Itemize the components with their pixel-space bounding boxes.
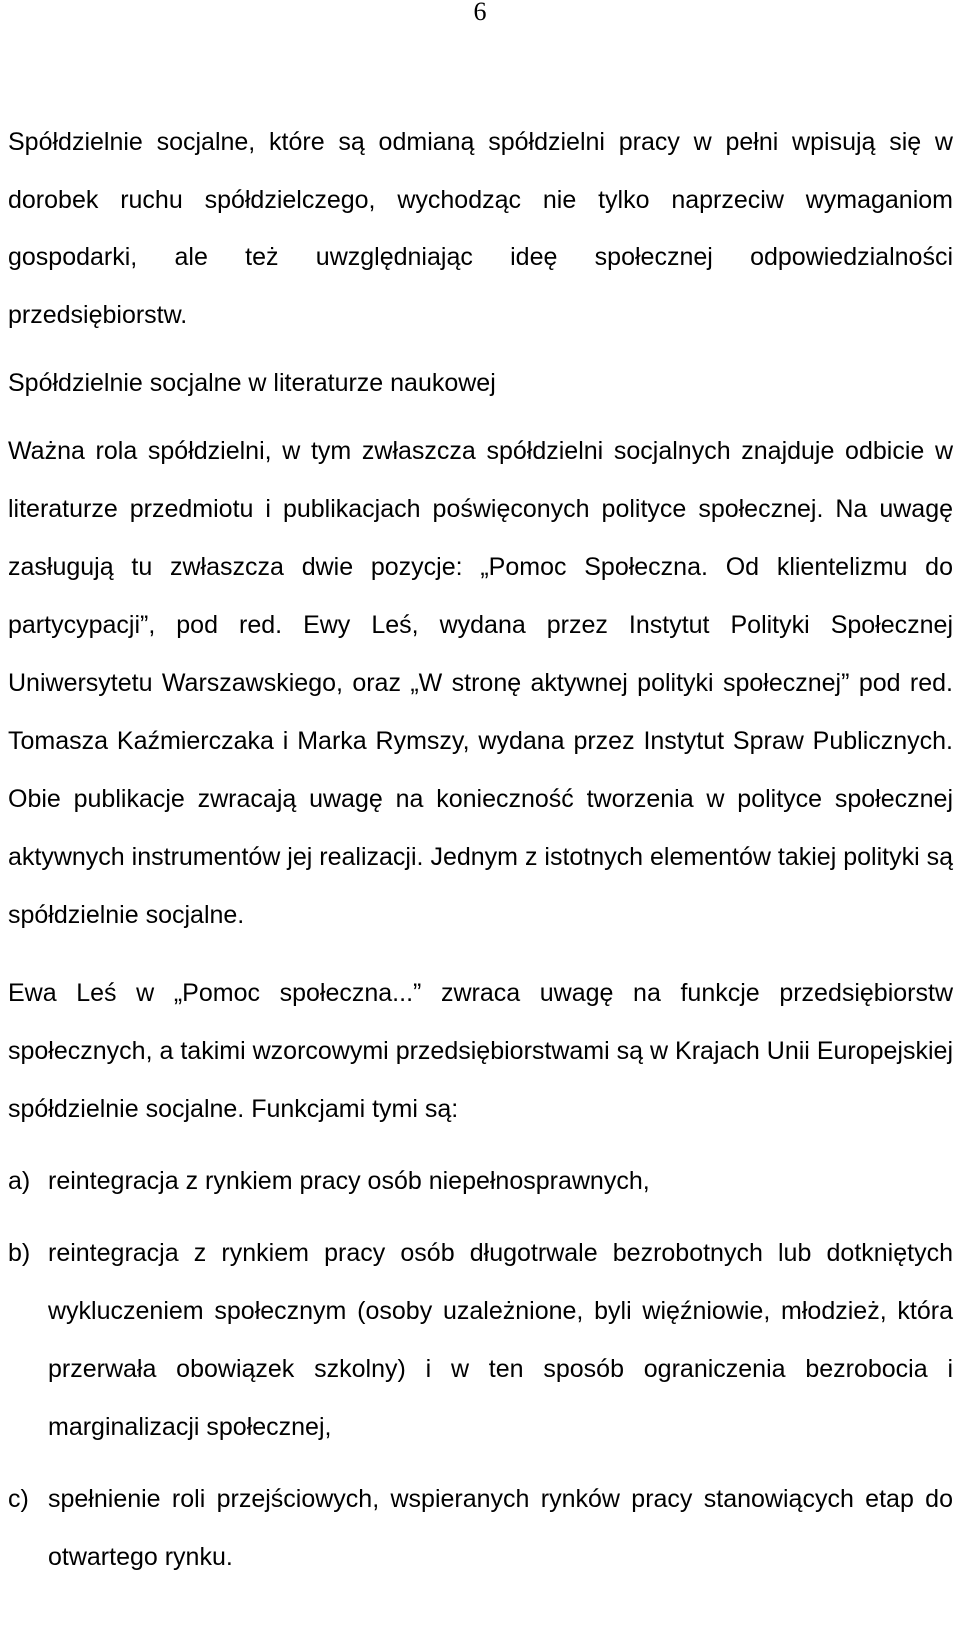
list-item xyxy=(8,1470,953,1586)
list-item-text: reintegracja z rynkiem pracy osób długotrwale bezrobotnych lub dotkniętych wykluczeniem społecznym (osoby uzależnione, byli więźniowie, młodzież, która przerwała obowiązek szkolny) i w ten sposób ograniczenia bezrobocia i marginalizacji społecznej, xyxy=(48,1239,953,1441)
paragraph-literature: Ważna rola spółdzielni, w tym zwłaszcza spółdzielni socjalnych znajduje odbicie w literaturze przedmiotu i publikacjach poświęconych polityce społecznej. Na uwagę zasługują tu zwłaszcza dwie pozycje: „Pomoc Społeczna. Od klientelizmu do partycypacji”, pod red. Ewy Leś, wydana przez Instytut Polityki Społecznej Uniwersytetu Warszawskiego, oraz „W stronę aktywnej polityki społecznej” pod red. Tomasza Kaźmierczaka i Marka Rymszy, wydana przez Instytut Spraw Publicznych. Obie publikacje zwracają uwagę na konieczność tworzenia w polityce społecznej aktywnych instrumentów jej realizacji. Jednym z istotnych elementów takiej polityki są spółdzielnie socjalne. xyxy=(8,437,953,929)
document-body xyxy=(8,114,953,1600)
list-item-text: reintegracja z rynkiem pracy osób niepełnosprawnych, xyxy=(48,1167,650,1195)
list-item xyxy=(8,1152,953,1210)
paragraph-intro: Spółdzielnie socjalne, które są odmianą spółdzielni pracy w pełni wpisują się w dorobek ruchu spółdzielczego, wychodząc nie tylko naprzeciw wymaganiom gospodarki, ale też uwzględniając ideę społecznej odpowiedzialności przedsiębiorstw. xyxy=(8,128,953,329)
list-item xyxy=(8,1224,953,1456)
page-number: 6 xyxy=(473,0,487,26)
paragraph-functions-intro: Ewa Leś w „Pomoc społeczna...” zwraca uwagę na funkcje przedsiębiorstw społecznych, a takimi wzorcowymi przedsiębiorstwami są w Krajach Unii Europejskiej spółdzielnie socjalne. Funkcjami tymi są: xyxy=(8,979,953,1123)
functions-list xyxy=(8,1152,953,1586)
list-marker: b) xyxy=(8,1239,31,1267)
list-item-text: spełnienie roli przejściowych, wspieranych rynków pracy stanowiących etap do otwartego rynku. xyxy=(48,1485,953,1571)
list-marker: c) xyxy=(8,1485,29,1513)
list-marker: a) xyxy=(8,1167,31,1195)
section-heading: Spółdzielnie socjalne w literaturze naukowej xyxy=(8,369,496,397)
